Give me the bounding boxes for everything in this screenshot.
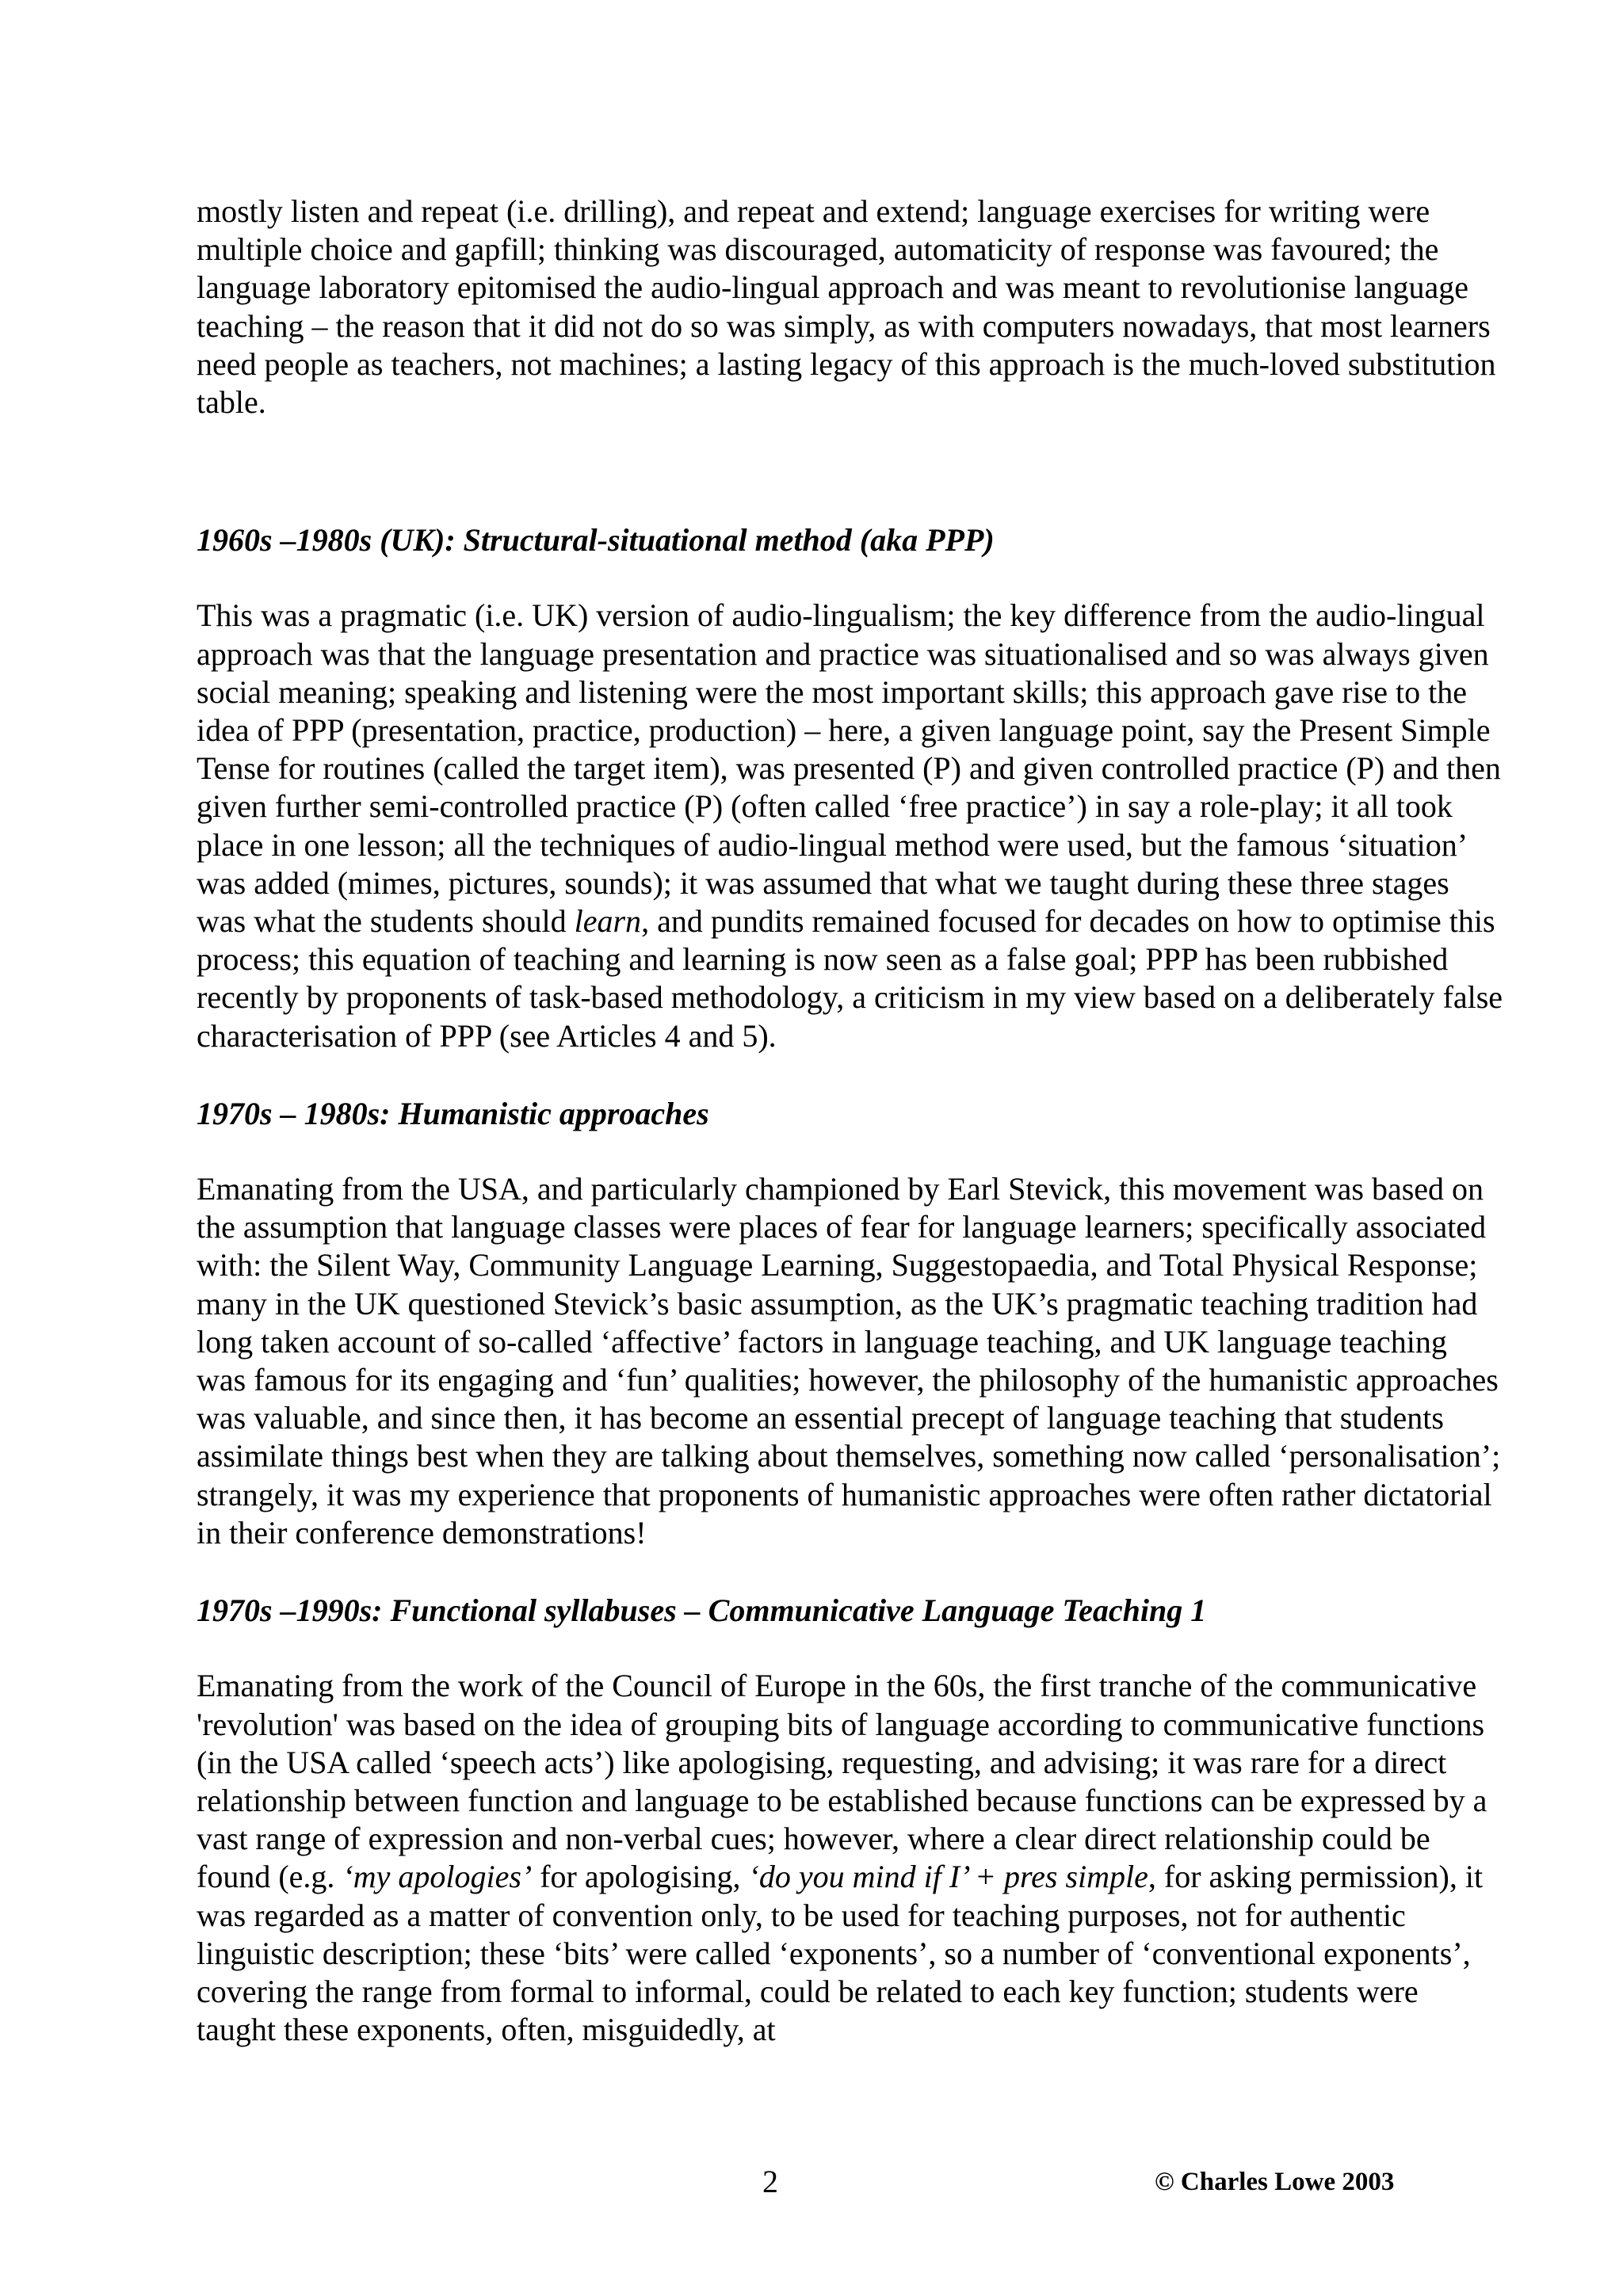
functional-text-part-3: , for asking permission), it was regarded as a matter of convention only, to be used for teaching purposes, not for authentic linguistic description; these ‘bits’ were called ‘exponents’, so a number of ‘conventional exponents’, covering the range from formal to informal, could be related to each key function; students were taught these exponents, often, misguidedly, at [197,1859,1484,2048]
spacer [197,1055,1504,1095]
spacer [197,421,1504,521]
functional-paragraph [197,1667,1504,2049]
page-number: 2 [762,2164,778,2199]
functional-text-part-1: Emanating from the work of the Council of Europe in the 60s, the first tranche of the communicative 'revolution' was based on the idea of grouping bits of language according to communicative functions (in the USA called ‘speech acts’) like apologising, requesting, and advising; it was rare for a direct relationship between function and language to be established because functions can be expressed by a vast range of expression and non-verbal cues; however, where a clear direct relationship could be found (e.g. [197,1668,1487,1895]
section-heading-humanistic: 1970s – 1980s: Humanistic approaches [197,1095,709,1131]
ppp-emphasis-learn: learn [574,903,642,940]
copyright-notice: © Charles Lowe 2003 [1155,2168,1395,2196]
spacer [197,559,1504,597]
humanistic-paragraph: Emanating from the USA, and particularly championed by Earl Stevick, this movement was based on the assumption that language classes were places of fear for language learners; specifically associated with: the Silent Way, Community Language Learning, Suggestopaedia, and Total Physical Response; many in the UK questioned Stevick’s basic assumption, as the UK’s pragmatic teaching tradition had long taken account of so-called ‘affective’ factors in language teaching, and UK language teaching was famous for its engaging and ‘fun’ qualities; however, the philosophy of the humanistic approaches was valuable, and since then, it has become an essential precept of language teaching that students assimilate things best when they are talking about themselves, something now called ‘personalisation’; strangely, it was my experience that proponents of humanistic approaches were often rather dictatorial in their conference demonstrations! [197,1171,1501,1550]
spacer [197,1133,1504,1170]
section-heading-functional: 1970s –1990s: Functional syllabuses – Communicative Language Teaching 1 [197,1592,1207,1629]
spacer [197,1552,1504,1592]
intro-paragraph: mostly listen and repeat (i.e. drilling), and repeat and extend; language exercises for writing were multiple choice and gapfill; thinking was discouraged, automaticity of response was favoured; the language laboratory epitomised the audio-lingual approach and was meant to revolutionise language teaching – the reason that it did not do so was simply, as with computers nowadays, that most learners need people as teachers, not machines; a lasting legacy of this approach is the much-loved substitution table. [197,193,1496,421]
spacer [197,1630,1504,1667]
functional-example-permission: ‘do you mind if I’ + pres simple [748,1859,1148,1895]
ppp-paragraph [197,597,1504,1055]
ppp-text-part-2: , and pundits remained focused for decades on how to optimise this process; this equation of teaching and learning is now seen as a false goal; PPP has been rubbished recently by proponents of task-based methodology, a criticism in my view based on a deliberately false characterisation of PPP (see Articles 4 and 5). [197,903,1503,1054]
section-heading-ppp: 1960s –1980s (UK): Structural-situational method (aka PPP) [197,522,995,559]
functional-text-part-2: for apologising, [532,1859,749,1895]
page-content [197,193,1504,2049]
functional-example-apologies: ‘my apologies’ [342,1859,533,1895]
ppp-text-part-1: This was a pragmatic (i.e. UK) version of audio-lingualism; the key difference from the audio-lingual approach was that the language presentation and practice was situationalised and so was always given social meaning; speaking and listening were the most important skills; this approach gave rise to the idea of PPP (presentation, practice, production) – here, a given language point, say the Present Simple Tense for routines (called the target item), was presented (P) and given controlled practice (P) and then given further semi-controlled practice (P) (often called ‘free practice’) in say a role-play; it all took place in one lesson; all the techniques of audio-lingual method were used, but the famous ‘situation’ was added (mimes, pictures, sounds); it was assumed that what we taught during these three stages was what the students should [197,597,1501,940]
